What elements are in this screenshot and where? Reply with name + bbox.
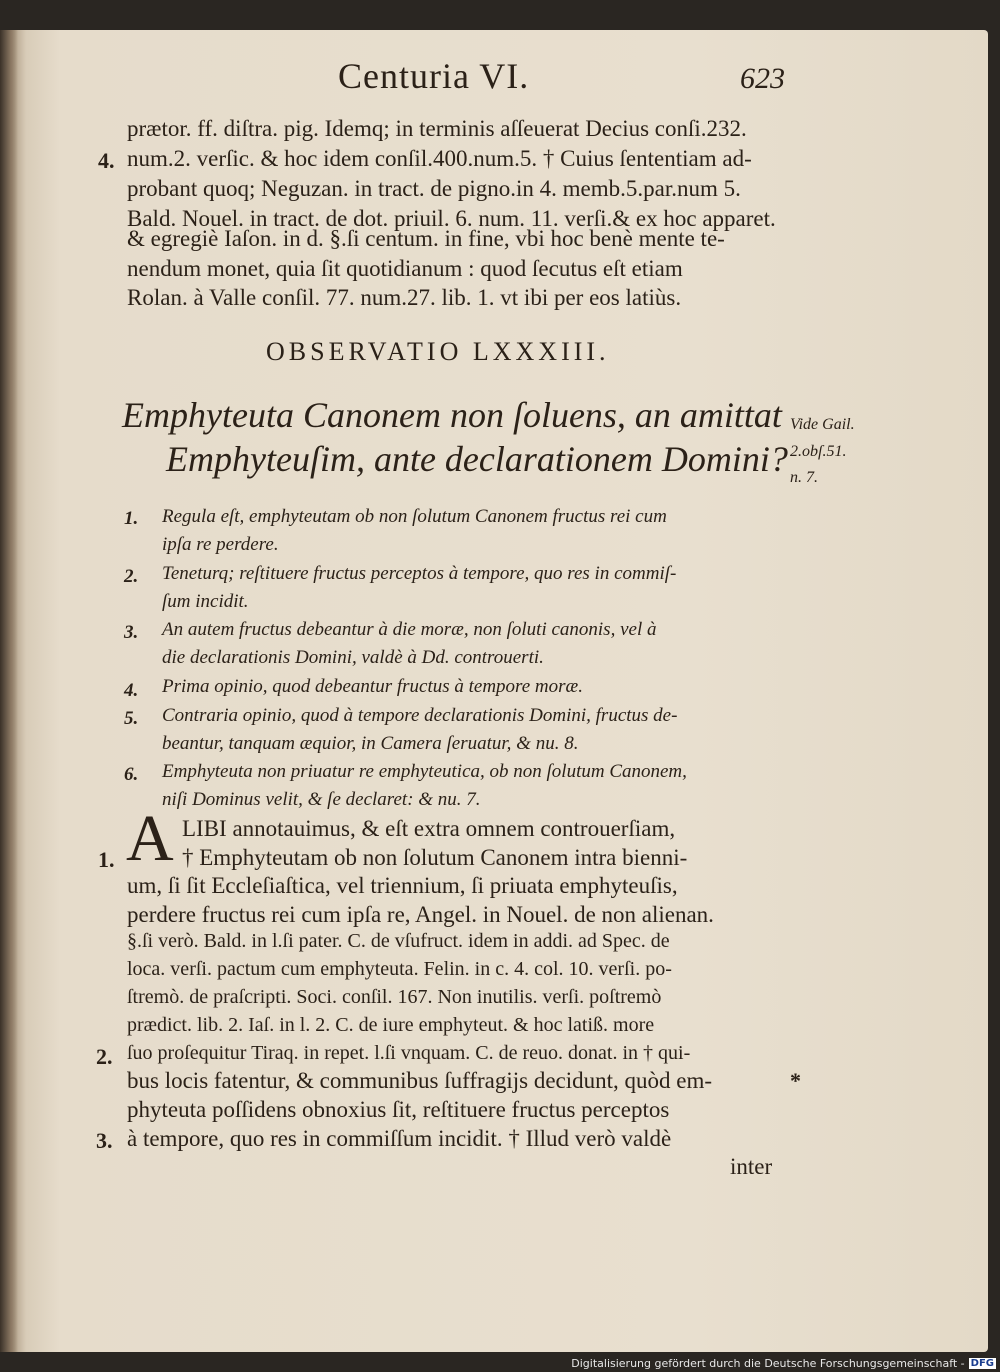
book-spine	[0, 30, 18, 1352]
margin-number: 2.	[96, 1044, 113, 1069]
margin-number: 3.	[96, 1128, 113, 1153]
side-note: n. 7.	[790, 469, 818, 486]
catchword: inter	[730, 1154, 773, 1179]
summary-number: 1.	[124, 508, 139, 529]
summary-number: 4.	[124, 680, 139, 701]
text-line: à tempore, quo res in commiſſum incidit. † Illud verò valdè	[127, 1126, 672, 1151]
footer-credit	[571, 1357, 996, 1370]
summary-number: 3.	[124, 622, 139, 643]
text-line: LIBI annotauimus, & eſt extra omnem controuerſiam,	[182, 816, 676, 841]
text-line: prædict. lib. 2. Iaſ. in l. 2. C. de iure emphyteut. & hoc latiß. more	[127, 1014, 655, 1036]
text-line: §.ſi verò. Bald. in l.ſi pater. C. de vſufruct. idem in addi. ad Spec. de	[127, 930, 670, 952]
margin-number: 1.	[98, 847, 115, 872]
text-line: probant quoq; Neguzan. in tract. de pigno.in 4. memb.5.par.num 5.	[127, 176, 741, 201]
footer-text: Digitalisierung gefördert durch die Deutsche Forschungsgemeinschaft -	[571, 1357, 965, 1370]
summary-line: beantur, tanquam æquior, in Camera ſeruatur, & nu. 8.	[162, 733, 579, 754]
text-line: ſuo proſequitur Tiraq. in repet. l.ſi vnquam. C. de reuo. donat. in † qui-	[127, 1042, 691, 1064]
text-line: perdere fructus rei cum ipſa re, Angel. in Nouel. de non alienan.	[127, 902, 714, 927]
summary-line: An autem fructus debeantur à die moræ, non ſoluti canonis, vel à	[162, 619, 657, 640]
summary-number: 6.	[124, 764, 139, 785]
text-line: Rolan. à Valle conſil. 77. num.27. lib. 1. vt ibi per eos latiùs.	[127, 285, 682, 310]
summary-line: ipſa re perdere.	[162, 534, 279, 555]
drop-cap: A	[126, 802, 174, 875]
page-number: 623	[740, 62, 785, 95]
summary-line: die declarationis Domini, valdè à Dd. controuerti.	[162, 647, 544, 668]
summary-line: Emphyteuta non priuatur re emphyteutica, ob non ſolutum Canonem,	[162, 761, 687, 782]
summary-line: Regula eſt, emphyteutam ob non ſolutum Canonem fructus rei cum	[162, 506, 667, 527]
rubric-line: Emphyteuta Canonem non ſoluens, an amittat	[122, 395, 782, 435]
margin-asterisk: *	[790, 1068, 801, 1093]
text-line: loca. verſi. pactum cum emphyteuta. Felin. in c. 4. col. 10. verſi. po-	[127, 958, 672, 980]
text-line: & egregiè Iaſon. in d. §.ſi centum. in fine, vbi hoc benè mente te-	[127, 226, 725, 251]
summary-line: niſi Dominus velit, & ſe declaret: & nu. 7.	[162, 789, 481, 810]
rubric-line: Emphyteuſim, ante declarationem Domini?	[166, 439, 788, 479]
text-line: bus locis fatentur, & communibus ſuffragijs decidunt, quòd em-	[127, 1068, 713, 1093]
text-line: phyteuta poſſidens obnoxius ſit, reſtituere fructus perceptos	[127, 1097, 670, 1122]
running-header: Centuria VI.	[338, 56, 530, 96]
side-note: Vide Gail.	[790, 416, 855, 433]
dfg-logo-icon: DFG	[970, 1358, 994, 1369]
summary-line: Contraria opinio, quod à tempore declarationis Domini, fructus de-	[162, 705, 678, 726]
text-line: num.2. verſic. & hoc idem conſil.400.num.5. † Cuius ſententiam ad-	[127, 146, 752, 171]
text-line: um, ſi ſit Eccleſiaſtica, vel triennium, ſi priuata emphyteuſis,	[127, 873, 678, 898]
margin-number: 4.	[98, 148, 115, 173]
summary-line: ſum incidit.	[162, 591, 249, 612]
text-line: Bald. Nouel. in tract. de dot. priuil. 6. num. 11. verſi.& ex hoc apparet.	[127, 206, 776, 231]
summary-number: 2.	[124, 566, 139, 587]
text-line: † Emphyteutam ob non ſolutum Canonem intra bienni-	[182, 845, 688, 870]
text-line: nendum monet, quia ſit quotidianum : quod ſecutus eſt etiam	[127, 256, 683, 281]
summary-line: Teneturq; reſtituere fructus perceptos à tempore, quo res in commiſ-	[162, 563, 677, 584]
summary-line: Prima opinio, quod debeantur fructus à tempore moræ.	[162, 676, 583, 697]
side-note: 2.obſ.51.	[790, 443, 847, 460]
text-line: prætor. ff. diſtra. pig. Idemq; in terminis aſſeuerat Decius conſi.232.	[127, 116, 747, 141]
observatio-title: OBSERVATIO LXXXIII.	[266, 337, 610, 366]
summary-number: 5.	[124, 708, 139, 729]
text-line: ſtremò. de praſcripti. Soci. conſil. 167. Non inutilis. verſi. poſtremò	[127, 986, 662, 1008]
